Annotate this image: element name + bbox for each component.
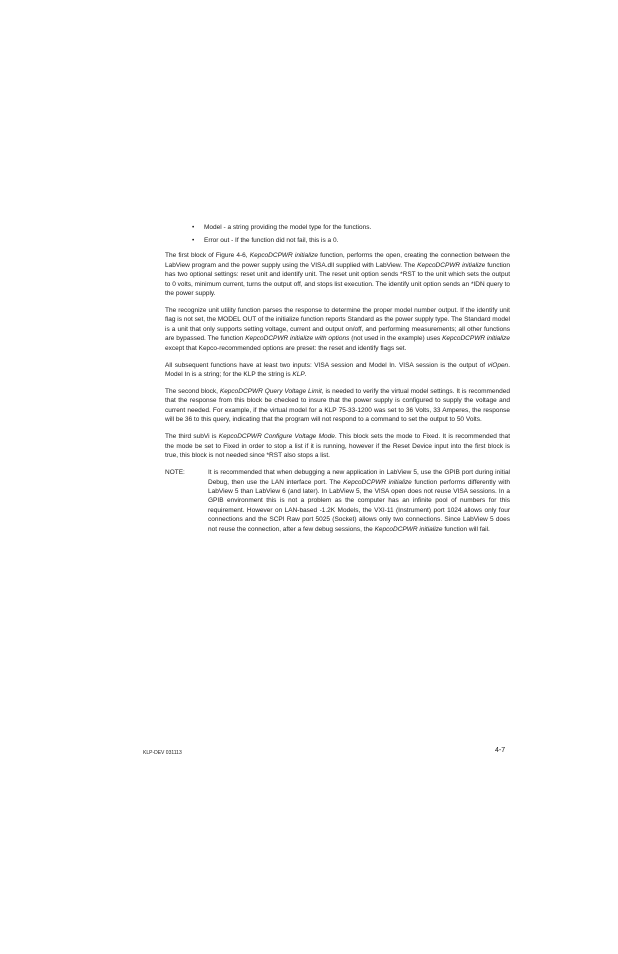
- paragraph-third-subvi: The third subVi is KepcoDCPWR Configure Voltage Mode. This block sets the mode to Fixed. It is recommended that the mode be set to Fixed in order to stop a list if it is running, however if the Reset Device input into the first block is true, this block is not needed since *RST also stops a list.: [165, 433, 510, 460]
- note-block: [165, 468, 510, 534]
- footer-doc-id: KLP-DEV 031113: [143, 750, 182, 756]
- note-text: It is recommended that when debugging a new application in LabView 5, use the GPIB port during initial Debug, then use the LAN interface port. The KepcoDCPWR initialize function performs differently with LabView 5 than LabView 6 (and later). In LabView 5, the VISA open does not reuse VISA sessions. In a GPIB environment this is not a problem as the computer has an infinite pool of numbers for this requirement. However on LAN-based -1.2K Models, the VXI-11 (Instrument) port 1024 allows only four connections and the SCPI Raw port 5025 (Socket) allows only two connections. Since LabView 5 does not reuse the connection, after a few debug sessions, the KepcoDCPWR initialize function will fail.: [208, 469, 510, 533]
- note-label: NOTE:: [165, 469, 185, 477]
- bullet-glyph: •: [192, 224, 195, 231]
- paragraph-first-block: The first block of Figure 4-6, KepcoDCPWR initialize function, performs the open, creating the connection between the LabView program and the power supply using the VISA.dll supplied with LabView. The KepcoDCPWR initialize function has two optional settings: reset unit and identify unit. The reset unit option sends *RST to the unit which sets the output to 0 volts, minimum current, turns the output off, and stops list execution. The identify unit option sends an *IDN query to the power supply.: [165, 252, 510, 298]
- output-list: [165, 223, 510, 245]
- paragraph-recognize-unit: The recognize unit utility function parses the response to determine the proper model number output. If the identify unit flag is not set, the MODEL OUT of the initialize function reports Standard as the power supply type. The Standard model is a unit that only supports setting voltage, current and output on/off, and performing measurements; all other functions are bypassed. The function KepcoDCPWR initialize with options (not used in the example) uses KepcoDCPWR initialize except that Kepco-recommended options are preset: the reset and identify flags set.: [165, 307, 511, 352]
- page-body: [165, 223, 510, 534]
- list-item: • Error out - If the function did not fail, this is a 0.: [192, 237, 339, 244]
- page-number: 4-7: [495, 747, 506, 754]
- paragraph-second-block: The second block, KepcoDCPWR Query Voltage Limit, is needed to verify the virtual model settings. It is recommended that the response from this block be checked to insure that the power supply is configured to supply the voltage and current needed. For example, if the virtual model for a KLP 75-33-1200 was set to 36 Volts, 33 Amperes, the response will be 36 to this query, indicating that the program will not respond to a command to set the output to 50 Volts.: [165, 388, 510, 424]
- list-item: • Model - a string providing the model type for the functions.: [192, 224, 372, 231]
- paragraph-subsequent-functions: All subsequent functions have at least two inputs: VISA session and Model In. VISA session is the output of viOpen. Model In is a string; for the KLP the string is KLP.: [165, 361, 510, 379]
- bullet-glyph: •: [192, 237, 195, 244]
